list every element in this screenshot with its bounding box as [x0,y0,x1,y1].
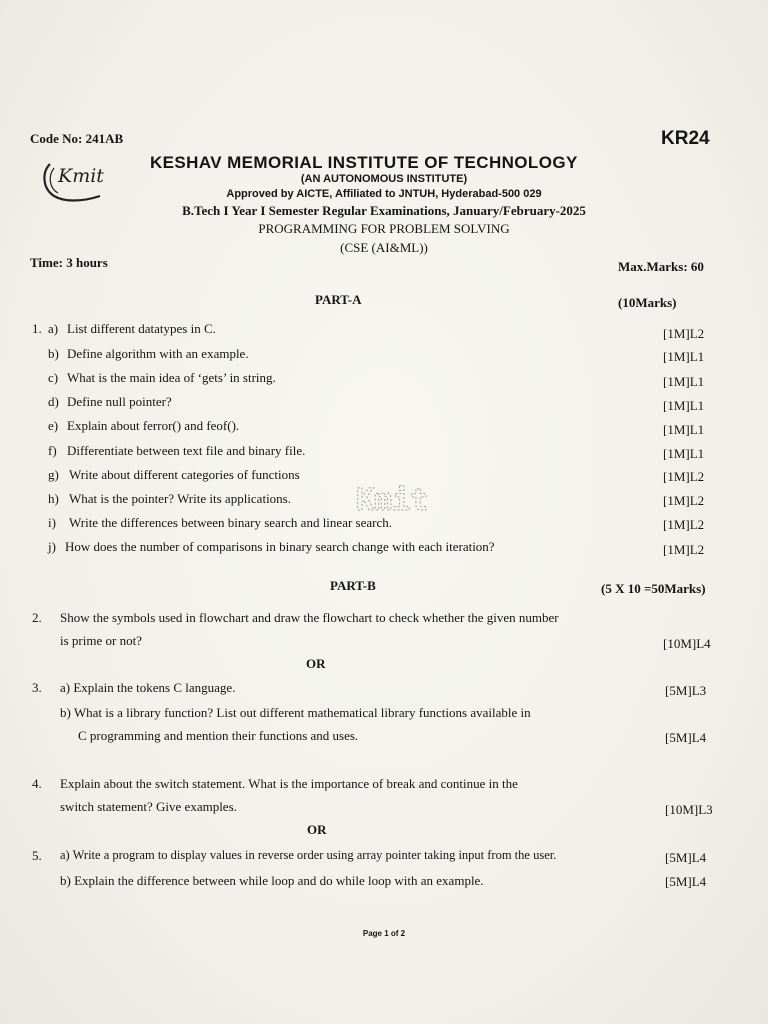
question-3a-marks: [5M]L3 [665,683,707,698]
question-4-line-2: switch statement? Give examples. [60,799,237,814]
or-separator-2: OR [307,822,327,837]
question-1a-marks: [1M]L2 [663,326,705,341]
question-1g-marks: [1M]L2 [663,469,705,484]
question-1i-label: i) [48,515,56,530]
question-3-number: 3. [32,680,42,695]
question-1d-label: d) [48,394,59,409]
question-1c-marks: [1M]L1 [663,374,705,389]
code-number: Code No: 241AB [30,131,124,146]
question-3b-marks: [5M]L4 [665,730,707,745]
question-2-line-1: Show the symbols used in flowchart and draw the flowchart to check whether the given number [60,610,559,625]
approval-line: Approved by AICTE, Affiliated to JNTUH, Hyderabad-500 029 [226,188,542,200]
question-1f-label: f) [48,443,57,458]
kmit-watermark-stamp [352,480,472,520]
question-1f-text: Differentiate between text file and binary file. [67,443,306,458]
question-1j-label: j) [48,539,56,554]
max-marks: Max.Marks: 60 [618,259,704,274]
subject-title: PROGRAMMING FOR PROBLEM SOLVING [258,221,510,236]
question-3b-line-2: C programming and mention their functions and uses. [78,728,359,743]
question-1d-marks: [1M]L1 [663,398,705,413]
question-1b-marks: [1M]L1 [663,349,705,364]
part-b-marks: (5 X 10 =50Marks) [601,581,706,596]
part-a-title: PART-A [315,292,362,307]
question-1j-text: How does the number of comparisons in binary search change with each iteration? [65,539,495,554]
question-1a-text: List different datatypes in C. [67,321,216,336]
question-1b-text: Define algorithm with an example. [67,346,249,361]
part-b-title: PART-B [330,578,376,593]
question-1e-label: e) [48,418,59,433]
question-1c-text: What is the main idea of ‘gets’ in string. [67,370,276,385]
institute-name: KESHAV MEMORIAL INSTITUTE OF TECHNOLOGY [150,153,578,172]
question-1i-marks: [1M]L2 [663,517,705,532]
question-2-number: 2. [32,610,42,625]
question-1g-text: Write about different categories of functions [69,467,300,482]
watermark-text: Kmit [356,483,429,518]
paper-code: KR24 [661,128,710,149]
question-4-line-1: Explain about the switch statement. What is the importance of break and continue in the [60,776,518,791]
autonomous-label: (AN AUTONOMOUS INSTITUTE) [300,173,468,185]
question-1a-label: a) [48,321,59,336]
question-1-number: 1. [32,321,42,336]
question-1c-label: c) [48,370,59,385]
question-4-marks: [10M]L3 [665,802,713,817]
question-1i-text: Write the differences between binary search and linear search. [69,515,392,530]
part-a-marks: (10Marks) [618,295,677,310]
question-5b-text: b) Explain the difference between while loop and do while loop with an example. [60,873,484,888]
question-1e-text: Explain about ferror() and feof(). [67,418,240,433]
page-number: Page 1 of 2 [362,929,406,938]
question-5b-marks: [5M]L4 [665,874,707,889]
question-1h-marks: [1M]L2 [663,493,705,508]
question-5a-marks: [5M]L4 [665,850,707,865]
question-1e-marks: [1M]L1 [663,422,705,437]
question-2-marks: [10M]L4 [663,636,711,651]
question-3b-line-1: b) What is a library function? List out different mathematical library functions available in [60,705,531,720]
exam-title: B.Tech I Year I Semester Regular Examinations, January/February-2025 [182,203,586,218]
question-1b-label: b) [48,346,59,361]
question-5a-text: a) Write a program to display values in reverse order using array pointer taking input from the user. [60,848,557,862]
or-separator-1: OR [306,656,326,671]
question-2-line-2: is prime or not? [60,633,142,648]
question-1h-label: h) [48,491,59,506]
question-1j-marks: [1M]L2 [663,542,705,557]
question-3a-text: a) Explain the tokens C language. [60,680,236,695]
branch-label: (CSE (AI&ML)) [340,240,428,255]
question-5-number: 5. [32,848,42,863]
question-1h-text: What is the pointer? Write its applications. [69,491,291,506]
question-1f-marks: [1M]L1 [663,446,705,461]
question-1d-text: Define null pointer? [67,394,172,409]
exam-time: Time: 3 hours [30,255,108,270]
question-4-number: 4. [32,776,42,791]
logo-text: Kmit [58,165,104,187]
question-1g-label: g) [48,467,59,482]
